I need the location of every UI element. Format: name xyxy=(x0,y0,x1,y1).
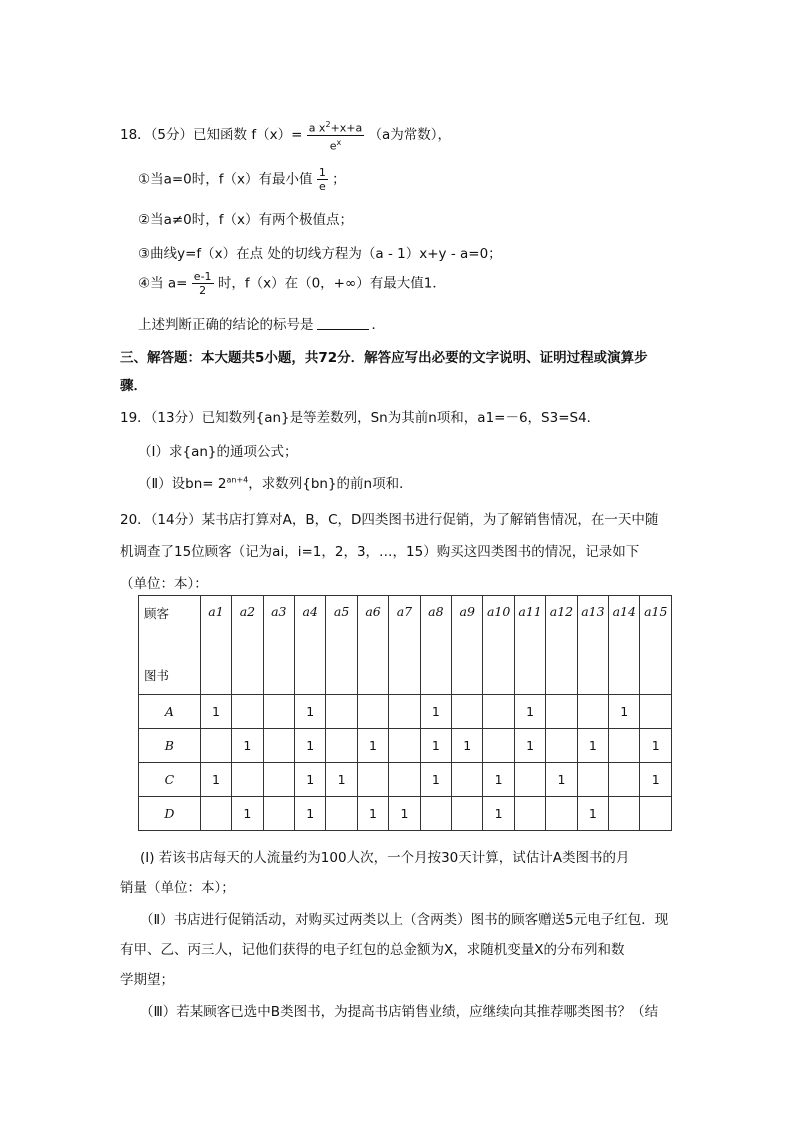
q18-statement-3: ③曲线y=f（x）在点 处的切线方程为（a - 1）x+y - a=0； xyxy=(138,246,502,262)
customer-header: a9 xyxy=(452,596,483,695)
customer-header: a2 xyxy=(232,596,263,695)
table-cell: 1 xyxy=(295,695,326,729)
table-cell xyxy=(263,797,294,831)
q18-stem: 18．（5分）已知函数 f（x）= $\frac{a x^2+x+a}{e^x}$ （a为常数）， xyxy=(120,120,452,153)
table-cell xyxy=(546,729,577,763)
table-cell: 1 xyxy=(640,763,672,797)
customer-header: a4 xyxy=(295,596,326,695)
table-cell: 1 xyxy=(295,763,326,797)
section3-heading-line2: 骤． xyxy=(120,378,147,394)
customer-header: a12 xyxy=(546,596,577,695)
customer-header: a7 xyxy=(389,596,420,695)
table-cell: 1 xyxy=(577,729,608,763)
table-cell: 1 xyxy=(420,763,451,797)
table-cell xyxy=(263,763,294,797)
customer-header: a11 xyxy=(514,596,545,695)
table-cell xyxy=(609,797,640,831)
q18-statement-2: ②当a≠0时，f（x）有两个极值点； xyxy=(138,212,354,228)
table-cell xyxy=(452,797,483,831)
table-cell xyxy=(326,729,357,763)
row-label: C xyxy=(139,763,201,797)
q19-stem: 19．（13分）已知数列{an}是等差数列，Sn为其前n项和，a1=－6，S3=S4． xyxy=(120,410,601,426)
table-cell xyxy=(200,729,231,763)
table-cell xyxy=(546,695,577,729)
table-cell xyxy=(452,763,483,797)
q18-statement-1: ①当a=0时，f（x）有最小值 $\frac{1}{e}$ ； xyxy=(138,166,346,193)
table-cell xyxy=(389,695,420,729)
table-cell: 1 xyxy=(295,797,326,831)
table-cell xyxy=(577,695,608,729)
table-row xyxy=(139,695,672,729)
table-cell xyxy=(389,763,420,797)
table-cell: 1 xyxy=(483,763,514,797)
table-cell xyxy=(514,763,545,797)
table-cell xyxy=(577,763,608,797)
table-cell xyxy=(389,729,420,763)
q18-fraction: $\frac{a x^2+x+a}{e^x}$ xyxy=(308,120,363,153)
table-cell xyxy=(546,797,577,831)
table-cell xyxy=(357,695,388,729)
table-cell: 1 xyxy=(546,763,577,797)
table-cell xyxy=(609,729,640,763)
table-header-row xyxy=(139,596,672,695)
customer-header: a15 xyxy=(640,596,672,695)
table-cell: 1 xyxy=(420,695,451,729)
q20-part2-line3: 学期望； xyxy=(120,972,174,988)
table-cell: 1 xyxy=(609,695,640,729)
row-label: A xyxy=(139,695,201,729)
q20-part1-line1: (I) 若该书店每天的人流量约为100人次，一个月按30天计算，试估计A类图书的月 xyxy=(140,850,630,866)
table-cell xyxy=(263,729,294,763)
table-cell: 1 xyxy=(326,763,357,797)
q18-conclusion: 上述判断正确的结论的标号是 ． xyxy=(138,317,385,333)
table-row xyxy=(139,729,672,763)
table-cell xyxy=(609,763,640,797)
q20-line1: 20．（14分）某书店打算对A，B，C，D四类图书进行促销，为了解销售情况，在一天中随 xyxy=(120,512,659,528)
table-cell: 1 xyxy=(452,729,483,763)
customer-header: a3 xyxy=(263,596,294,695)
q20-part1-line2: 销量（单位：本）； xyxy=(120,880,235,896)
table-cell: 1 xyxy=(420,729,451,763)
table-cell: 1 xyxy=(295,729,326,763)
row-label: B xyxy=(139,729,201,763)
table-cell xyxy=(483,729,514,763)
table-cell xyxy=(452,695,483,729)
table-cell xyxy=(483,695,514,729)
table-cell: 1 xyxy=(232,729,263,763)
customer-header: a1 xyxy=(200,596,231,695)
table-cell: 1 xyxy=(514,695,545,729)
table-cell xyxy=(640,797,672,831)
q19-part1: （Ⅰ）求{an}的通项公式； xyxy=(138,444,298,460)
q20-part2-line2: 有甲、乙、丙三人，记他们获得的电子红包的总金额为X，求随机变量X的分布列和数 xyxy=(120,942,625,958)
table-cell: 1 xyxy=(483,797,514,831)
q20-part2-line1: （Ⅱ）书店进行促销活动，对购买过两类以上（含两类）图书的顾客赠送5元电子红包．现 xyxy=(140,912,669,928)
table-cell xyxy=(514,797,545,831)
table-cell xyxy=(420,797,451,831)
customer-header: a14 xyxy=(609,596,640,695)
customer-header: a5 xyxy=(326,596,357,695)
table-cell xyxy=(232,695,263,729)
table-corner: 顾客 图书 xyxy=(139,596,201,695)
customer-header: a13 xyxy=(577,596,608,695)
table-cell xyxy=(640,695,672,729)
table-cell: 1 xyxy=(200,763,231,797)
table-row xyxy=(139,797,672,831)
table-cell xyxy=(232,763,263,797)
table-cell xyxy=(200,797,231,831)
section3-heading-line1: 三、解答题：本大题共5小题，共72分．解答应写出必要的文字说明、证明过程或演算步 xyxy=(120,350,648,366)
q20-part3-line1: （Ⅲ）若某顾客已选中B类图书，为提高书店销售业绩，应继续向其推荐哪类图书？（结 xyxy=(140,1004,659,1020)
customer-header: a8 xyxy=(420,596,451,695)
table-cell xyxy=(326,695,357,729)
q20-line3: （单位：本）： xyxy=(120,576,208,592)
q20-line2: 机调查了15位顾客（记为ai，i=1，2，3，…，15）购买这四类图书的情况，记录如下 xyxy=(120,544,640,560)
q18-statement-4: ④当 a= $\frac{e-1}{2}$ 时，f（x）在（0，+∞）有最大值1． xyxy=(138,270,446,297)
table-cell xyxy=(326,797,357,831)
q19-part2: （Ⅱ）设$bn= 2^{an+4}$，求数列{bn}的前n项和． xyxy=(138,475,413,492)
table-cell: 1 xyxy=(200,695,231,729)
table-cell xyxy=(263,695,294,729)
row-label: D xyxy=(139,797,201,831)
table-cell: 1 xyxy=(577,797,608,831)
table-cell: 1 xyxy=(357,729,388,763)
table-cell: 1 xyxy=(232,797,263,831)
table-cell: 1 xyxy=(640,729,672,763)
table-cell xyxy=(357,763,388,797)
table-cell: 1 xyxy=(514,729,545,763)
answer-blank[interactable] xyxy=(317,328,369,330)
customer-header: a10 xyxy=(483,596,514,695)
purchase-record-table xyxy=(138,595,672,831)
table-cell: 1 xyxy=(389,797,420,831)
table-cell: 1 xyxy=(357,797,388,831)
customer-header: a6 xyxy=(357,596,388,695)
table-row xyxy=(139,763,672,797)
